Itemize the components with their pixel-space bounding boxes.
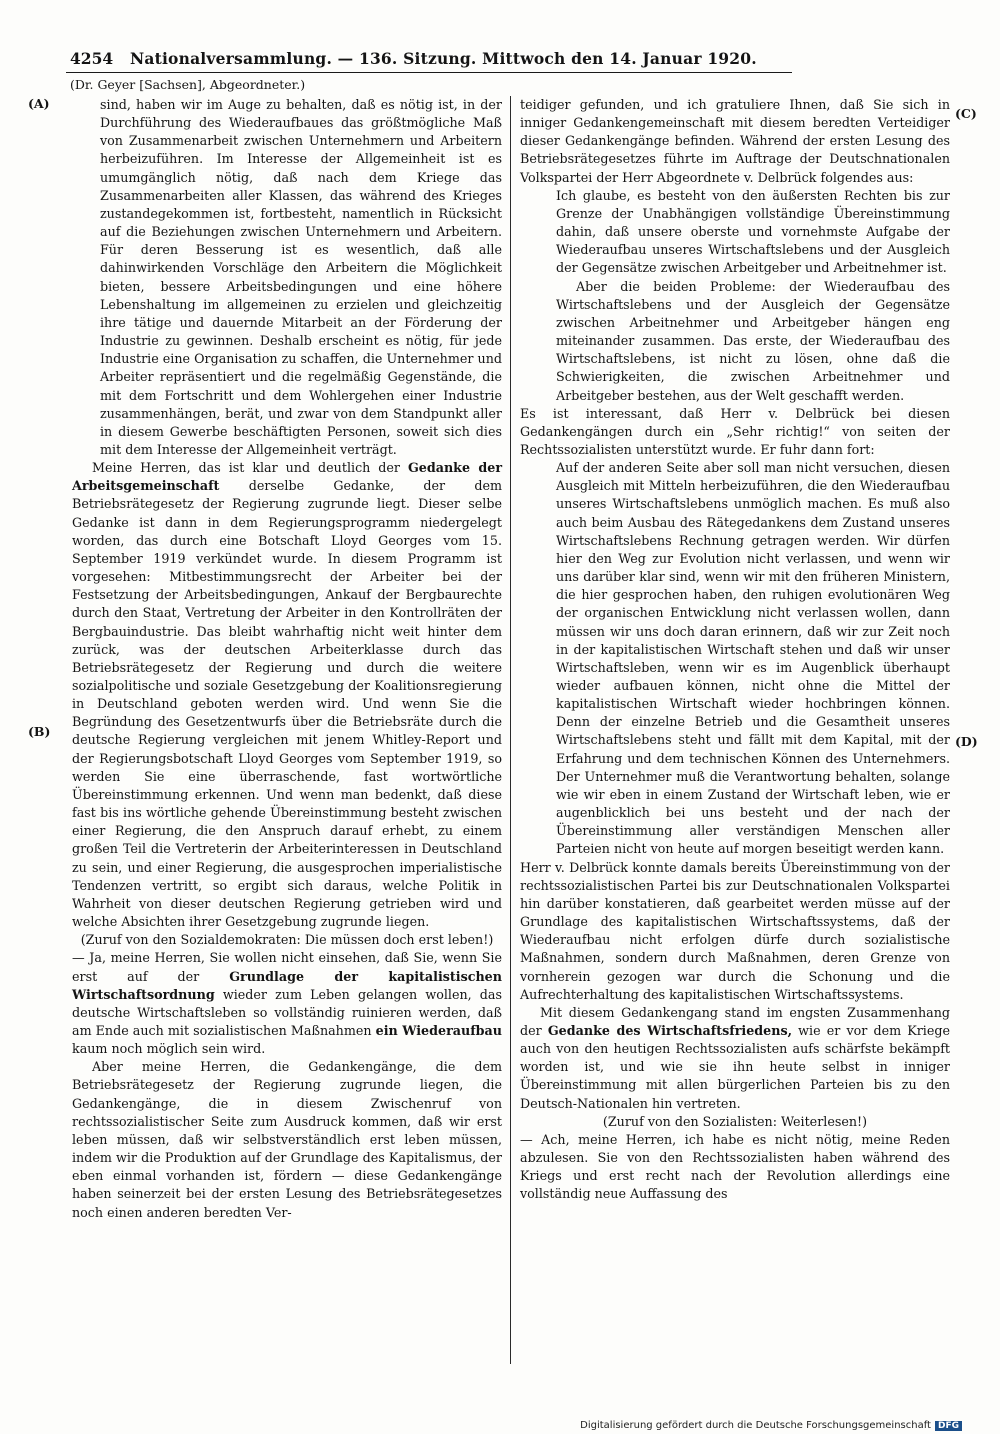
digitization-credit: [580, 1420, 962, 1431]
text-run: wie er vor dem Kriege auch von den heutigen Rechtssozialisten aufs schärfste bekämpft worden ist, und wie sie ihn heute selbst in inniger Übereinstimmung mit allen bürgerlichen Parteien bis zu den Deutsch-Nationalen hin vertreten.: [520, 1022, 951, 1111]
text-run: Mit diesem Gedankengang stand im engsten Zusammenhang der: [520, 1004, 950, 1038]
paragraph: sind, haben wir im Auge zu behalten, daß es nötig ist, in der Durchführung des Wiederaufbaues das größtmögliche Maß von Zusammenarbeit zwischen Unternehmern und Arbeitern herbeizuführen. Im Interesse der Allgemeinheit ist es umumgänglich nötig, daß nach dem Kriege das Zusammenarbeiten aller Klassen, das während des Krieges zustandegekommen ist, fortbesteht, namentlich in Rücksicht auf die Beziehungen zwischen Unternehmern und Arbeitern. Für deren Besserung ist es wesentlich, daß alle dahinwirkenden Vorschläge den Arbeitern die Möglichkeit bieten, bessere Arbeitsbedingungen und eine höhere Lebenshaltung im allgemeinen zu erzielen und gleichzeitig ihre tätige und dauernde Mitarbeit an der Förderung der Industrie zu gewinnen. Deshalb erscheint es nötig, für jede Industrie eine Organisation zu schaffen, die Unternehmer und Arbeiter repräsentiert und die regelmäßig Gegenstände, die mit dem Fortschritt und dem Wohlergehen einer Industrie zusammenhängen, berät, und zwar von dem Standpunkt aller in diesem Gewerbe beschäftigten Personen, soweit sich dies mit dem Interesse der Allgemeinheit verträgt.: [100, 97, 502, 457]
header-rule: [66, 72, 792, 73]
column-divider: [510, 96, 511, 1364]
text-run: kaum noch möglich sein wird.: [72, 1041, 266, 1057]
quotation: Ich glaube, es besteht von den äußersten Rechten bis zur Grenze der Unabhängigen vollständige Übereinstimmung dahin, daß unsere oberste und vornehmste Aufgabe der Wiederaufbau unseres Wirtschaftslebens und der Ausgleich der Gegensätze zwischen Arbeitgeber und Arbeitnehmer ist.: [556, 187, 950, 276]
quotation: Auf der anderen Seite aber soll man nicht versuchen, diesen Ausgleich mit Mitteln herbeizuführen, die den Wiederaufbau unseres Wirtschaftslebens unmöglich machen. Es muß also auch beim Ausbau des Rätegedankens dem Zustand unseres Wirtschaftslebens Rechnung getragen werden. Wir dürfen hier den Weg zur Evolution nicht verlassen, und wenn wir uns darüber klar sind, wenn wir mit den früheren Ministern, die hier gesprochen haben, den ruhigen evolutionären Weg der organischen Entwicklung nicht verlassen wollen, dann müssen wir uns doch daran erinnern, daß wir zur Zeit noch in der kapitalistischen Wirtschaft stehen und daß wir unser Wirtschaftsleben, wenn wir es im Augenblick überhaupt wieder aufbauen können, nicht ohne die Mittel der kapitalistischen Wirtschaft wieder hochbringen können. Denn der einzelne Betrieb und die Gesamtheit unseres Wirtschaftslebens steht und fällt mit dem Kapital, mit der Erfahrung und dem technischen Können des Unternehmers. Der Unternehmer muß die Verantwortung behalten, solange wie wir eben in einem Zustand der Wirtschaft leben, wie er augenblicklich bei uns besteht und der nach der Übereinstimmung aller verständigen Menschen aller Parteien nicht von heute auf morgen beseitigt werden kann.: [556, 460, 950, 857]
paragraph: teidiger gefunden, und ich gratuliere Ihnen, daß Sie sich in inniger Gedankengemeinschaft mit diesem beredten Verteidiger dieser Gedankengänge befinden. Während der ersten Lesung des Betriebsrätegesetzes führte im Auftrage der Deutschnationalen Volkspartei der Herr Abgeordnete v. Delbrück folgendes aus:: [520, 97, 950, 185]
paragraph: Herr v. Delbrück konnte damals bereits Übereinstimmung von der rechtssozialistischen Partei bis zur Deutschnationalen Volkspartei hin darüber konstatieren, daß gearbeitet werden müsse auf der Grundlage des kapitalistischen Wirtschaftssystems, daß der Wiederaufbau nicht erfolgen dürfe durch sozialistische Maßnahmen, sondern durch Maßnahmen, deren Grenze von vornherein gezogen war durch die Schonung und die Aufrechterhaltung des kapitalistischen Wirtschaftssystems.: [520, 859, 950, 1002]
text-run: Meine Herren, das ist klar und deutlich der: [92, 460, 408, 476]
paragraph: Es ist interessant, daß Herr v. Delbrück bei diesen Gedankengängen durch ein „Sehr richtig!“ von seiten der Rechtssozialisten unterstützt wurde. Er fuhr dann fort:: [520, 405, 950, 457]
emphasis-text: Gedanke der Arbeitsgemeinschaft: [72, 460, 503, 494]
paragraph: [72, 459, 502, 931]
paragraph: [72, 949, 502, 1058]
emphasis-text: ein Wiederaufbau: [375, 1022, 502, 1038]
interjection: (Zuruf von den Sozialdemokraten: Die müssen doch erst leben!): [80, 932, 494, 948]
paragraph: Aber meine Herren, die Gedankengänge, die dem Betriebsrätegesetz der Regierung zugrunde liegen, die Gedankengänge, die in diesem Zwischenruf von rechtssozialistischer Seite zum Ausdruck kommen, daß wir erst leben müssen, daß wir selbstverständlich erst leben müssen, indem wir die Produktion auf der Grundlage des Kapitalismus, der eben einmal vorhanden ist, fördern — diese Gedankengänge haben seinerzeit bei der ersten Lesung des Betriebsrätegesetzes noch einen anderen beredten Ver-: [72, 1059, 502, 1220]
emphasis-text: Grundlage der kapitalistischen Wirtschaftsordnung: [72, 968, 502, 1002]
interjection: (Zuruf von den Sozialisten: Weiterlesen!): [602, 1113, 868, 1129]
text-run: — Ja, meine Herren, Sie wollen nicht einsehen, daß Sie, wenn Sie erst auf der: [72, 950, 502, 984]
margin-marker-b: (B): [28, 724, 51, 739]
quotation: Aber die beiden Probleme: der Wiederaufbau des Wirtschaftslebens und der Ausgleich der Gegensätze zwischen Arbeitnehmer und Arbeitgeber hängen eng miteinander zusammen. Das erste, der Wiederaufbau des Wirtschaftslebens, ist nicht zu lösen, ohne daß die Schwierigkeiten, die zwischen Arbeitnehmer und Arbeitgeber bestehen, aus der Welt geschafft werden.: [556, 278, 950, 403]
page-header: [70, 48, 790, 70]
dfg-logo: DFG: [935, 1421, 962, 1431]
margin-marker-d: (D): [955, 734, 978, 749]
text-run: wieder zum Leben gelangen wollen, das deutsche Wirtschaftsleben so vollständig ruinieren werden, daß am Ende auch mit sozialistischen Maßnahmen: [72, 986, 502, 1038]
right-column: [520, 96, 950, 1204]
page-number: 4254: [70, 49, 114, 68]
margin-marker-a: (A): [28, 96, 50, 111]
speaker-line: (Dr. Geyer [Sachsen], Abgeordneter.): [70, 77, 306, 92]
margin-marker-c: (C): [955, 106, 977, 121]
text-run: derselbe Gedanke, der dem Betriebsrätegesetz der Regierung zugrunde liegt. Dieser selbe Gedanke ist dann in dem Regierungsprogramm niedergelegt worden, das durch eine Botschaft Lloyd Georges vom 15. September 1919 verkündet wurde. In diesem Programm ist vorgesehen: Mitbestimmungsrecht der Arbeiter bei der Festsetzung der Arbeitsbedingungen, Ankauf der Bergbaurechte durch den Staat, Vertretung der Arbeiter in den Kontrollräten der Bergbauindustrie. Das bleibt wahrhaftig nicht weit hinter dem zurück, was der deutschen Arbeiterklasse durch das Betriebsrätegesetz der Regierung und durch die weitere sozialpolitische und soziale Gesetzgebung der Koalitionsregierung in Deutschland geboten werden wird. Und wenn Sie die Begründung des Gesetzentwurfs über die Betriebsräte durch die deutsche Regierung vergleichen mit jenem Whitley-Report und der Regierungsbotschaft Lloyd Georges vom September 1919, so werden Sie eine überraschende, fast wortwörtliche Übereinstimmung erkennen. Und wenn man bedenkt, daß diese fast bis ins wörtliche gehende Übereinstimmung besteht zwischen einer Regierung, die den Anspruch darauf erhebt, zu einem großen Teil die Vertreterin der Arbeiterinteressen in Deutschland zu sein, und einer Regierung, die ausgesprochen imperialistische Tendenzen vertritt, so ergibt sich daraus, welche Politik in Wahrheit von dieser deutschen Regierung getrieben wird und welche Absichten ihrer Gesetzgebung zugrunde liegen.: [72, 478, 502, 930]
credit-text: Digitalisierung gefördert durch die Deutsche Forschungsgemeinschaft: [580, 1420, 931, 1431]
paragraph: [520, 1004, 950, 1113]
emphasis-text: Gedanke des Wirtschaftsfriedens,: [547, 1022, 793, 1038]
running-title: Nationalversammlung. — 136. Sitzung. Mittwoch den 14. Januar 1920.: [130, 49, 757, 68]
paragraph: — Ach, meine Herren, ich habe es nicht nötig, meine Reden abzulesen. Sie von den Rechtssozialisten haben während des Kriegs und erst recht nach der Revolution allerdings eine vollständig neue Auffassung des: [520, 1131, 950, 1202]
left-column: [72, 96, 502, 1222]
